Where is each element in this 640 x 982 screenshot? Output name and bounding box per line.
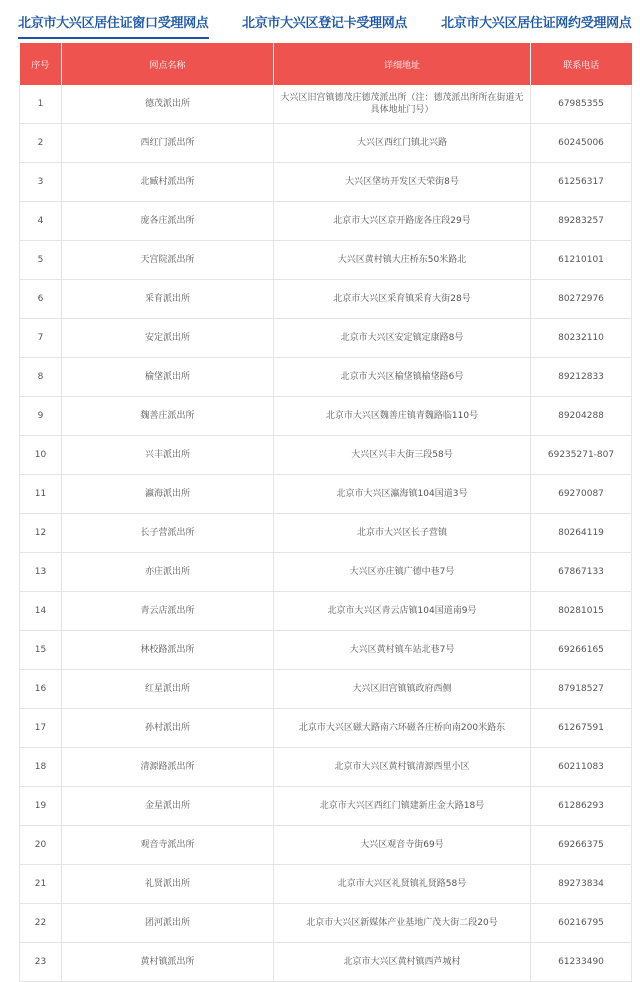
row-number: 20 (20, 826, 62, 865)
tab-bar (0, 0, 640, 40)
site-name: 青云店派出所 (62, 592, 274, 631)
table-row (20, 319, 632, 358)
row-number: 12 (20, 514, 62, 553)
site-name: 西红门派出所 (62, 124, 274, 163)
site-name: 清源路派出所 (62, 748, 274, 787)
site-phone: 80264119 (531, 514, 632, 553)
site-address: 大兴区亦庄镇广德中巷7号 (274, 553, 531, 592)
site-address: 北京市大兴区黄村镇清源西里小区 (274, 748, 531, 787)
row-number: 2 (20, 124, 62, 163)
header-address: 详细地址 (274, 43, 531, 85)
row-number: 6 (20, 280, 62, 319)
site-phone: 89273834 (531, 865, 632, 904)
table-body (20, 85, 632, 982)
site-phone: 60216795 (531, 904, 632, 943)
table-row (20, 358, 632, 397)
tab-registration-card-sites[interactable]: 北京市大兴区登记卡受理网点 (242, 16, 408, 31)
row-number: 4 (20, 202, 62, 241)
site-phone: 61210101 (531, 241, 632, 280)
header-number: 序号 (20, 43, 62, 85)
site-address: 北京市大兴区磁大路南六环磁各庄桥向南200米路东 (274, 709, 531, 748)
site-phone: 61256317 (531, 163, 632, 202)
table-row (20, 787, 632, 826)
site-address: 北京市大兴区青云店镇104国道南9号 (274, 592, 531, 631)
site-name: 瀛海派出所 (62, 475, 274, 514)
site-name: 观音寺派出所 (62, 826, 274, 865)
site-name: 榆垡派出所 (62, 358, 274, 397)
site-phone: 69270087 (531, 475, 632, 514)
site-address: 大兴区观音寺街69号 (274, 826, 531, 865)
row-number: 15 (20, 631, 62, 670)
site-name: 团河派出所 (62, 904, 274, 943)
table-row (20, 592, 632, 631)
site-name: 长子营派出所 (62, 514, 274, 553)
site-phone: 89283257 (531, 202, 632, 241)
table-row (20, 124, 632, 163)
table-row (20, 163, 632, 202)
site-address: 北京市大兴区长子营镇 (274, 514, 531, 553)
table-row (20, 826, 632, 865)
site-address: 大兴区旧宫镇德茂庄德茂派出所（注：德茂派出所所在街道无具体地址门号） (274, 85, 531, 124)
site-address: 大兴区黄村镇大庄桥东50米路北 (274, 241, 531, 280)
row-number: 18 (20, 748, 62, 787)
site-name: 林校路派出所 (62, 631, 274, 670)
site-address: 北京市大兴区魏善庄镇青魏路临110号 (274, 397, 531, 436)
row-number: 17 (20, 709, 62, 748)
site-phone: 89212833 (531, 358, 632, 397)
table-row (20, 904, 632, 943)
row-number: 21 (20, 865, 62, 904)
site-address: 北京市大兴区采育镇采育大街28号 (274, 280, 531, 319)
row-number: 5 (20, 241, 62, 280)
site-address: 北京市大兴区榆垡镇榆垡路6号 (274, 358, 531, 397)
site-phone: 89204288 (531, 397, 632, 436)
site-name: 天宫院派出所 (62, 241, 274, 280)
site-address: 大兴区旧宫镇镇政府西侧 (274, 670, 531, 709)
row-number: 11 (20, 475, 62, 514)
site-address: 北京市大兴区瀛海镇104国道3号 (274, 475, 531, 514)
site-name: 金星派出所 (62, 787, 274, 826)
site-name: 采育派出所 (62, 280, 274, 319)
row-number: 8 (20, 358, 62, 397)
site-address: 北京市大兴区西红门镇建新庄金大路18号 (274, 787, 531, 826)
site-name: 德茂派出所 (62, 85, 274, 124)
row-number: 14 (20, 592, 62, 631)
site-phone: 80281015 (531, 592, 632, 631)
site-name: 安定派出所 (62, 319, 274, 358)
site-address: 北京市大兴区京开路庞各庄段29号 (274, 202, 531, 241)
site-address: 北京市大兴区安定镇定康路8号 (274, 319, 531, 358)
site-name: 孙村派出所 (62, 709, 274, 748)
tab-residence-permit-window-sites[interactable]: 北京市大兴区居住证窗口受理网点 (18, 12, 209, 39)
table-row (20, 397, 632, 436)
sites-table-container (19, 43, 631, 982)
site-name: 黄村镇派出所 (62, 943, 274, 982)
table-header-row (20, 43, 632, 85)
site-phone: 69266165 (531, 631, 632, 670)
row-number: 16 (20, 670, 62, 709)
table-row (20, 280, 632, 319)
table-row (20, 202, 632, 241)
site-phone: 61267591 (531, 709, 632, 748)
table-row (20, 514, 632, 553)
site-phone: 61286293 (531, 787, 632, 826)
site-name: 北臧村派出所 (62, 163, 274, 202)
site-phone: 69235271-807 (531, 436, 632, 475)
table-row (20, 709, 632, 748)
site-phone: 61233490 (531, 943, 632, 982)
site-address: 北京市大兴区新媒体产业基地广茂大街二段20号 (274, 904, 531, 943)
site-name: 庞各庄派出所 (62, 202, 274, 241)
site-phone: 60245006 (531, 124, 632, 163)
row-number: 9 (20, 397, 62, 436)
site-address: 大兴区垡坊开发区天荣街8号 (274, 163, 531, 202)
site-name: 红星派出所 (62, 670, 274, 709)
site-phone: 80232110 (531, 319, 632, 358)
row-number: 1 (20, 85, 62, 124)
site-phone: 67867133 (531, 553, 632, 592)
table-row (20, 436, 632, 475)
header-phone: 联系电话 (531, 43, 632, 85)
table-row (20, 241, 632, 280)
site-phone: 87918527 (531, 670, 632, 709)
row-number: 19 (20, 787, 62, 826)
header-site-name: 网点名称 (62, 43, 274, 85)
row-number: 22 (20, 904, 62, 943)
tab-residence-permit-online-sites[interactable]: 北京市大兴区居住证网约受理网点 (441, 16, 632, 31)
row-number: 3 (20, 163, 62, 202)
site-name: 魏善庄派出所 (62, 397, 274, 436)
sites-table (19, 43, 632, 982)
table-row (20, 748, 632, 787)
table-row (20, 943, 632, 982)
row-number: 13 (20, 553, 62, 592)
table-row (20, 85, 632, 124)
table-row (20, 631, 632, 670)
site-address: 大兴区黄村镇车站北巷7号 (274, 631, 531, 670)
site-address: 北京市大兴区黄村镇西芦城村 (274, 943, 531, 982)
table-row (20, 553, 632, 592)
table-row (20, 475, 632, 514)
site-name: 兴丰派出所 (62, 436, 274, 475)
site-name: 亦庄派出所 (62, 553, 274, 592)
site-phone: 80272976 (531, 280, 632, 319)
site-address: 北京市大兴区礼贤镇礼贤路58号 (274, 865, 531, 904)
table-row (20, 865, 632, 904)
site-address: 大兴区兴丰大街三段58号 (274, 436, 531, 475)
row-number: 10 (20, 436, 62, 475)
site-address: 大兴区西红门镇北兴路 (274, 124, 531, 163)
table-row (20, 670, 632, 709)
site-phone: 67985355 (531, 85, 632, 124)
site-phone: 69266375 (531, 826, 632, 865)
row-number: 23 (20, 943, 62, 982)
site-phone: 60211083 (531, 748, 632, 787)
site-name: 礼贤派出所 (62, 865, 274, 904)
row-number: 7 (20, 319, 62, 358)
